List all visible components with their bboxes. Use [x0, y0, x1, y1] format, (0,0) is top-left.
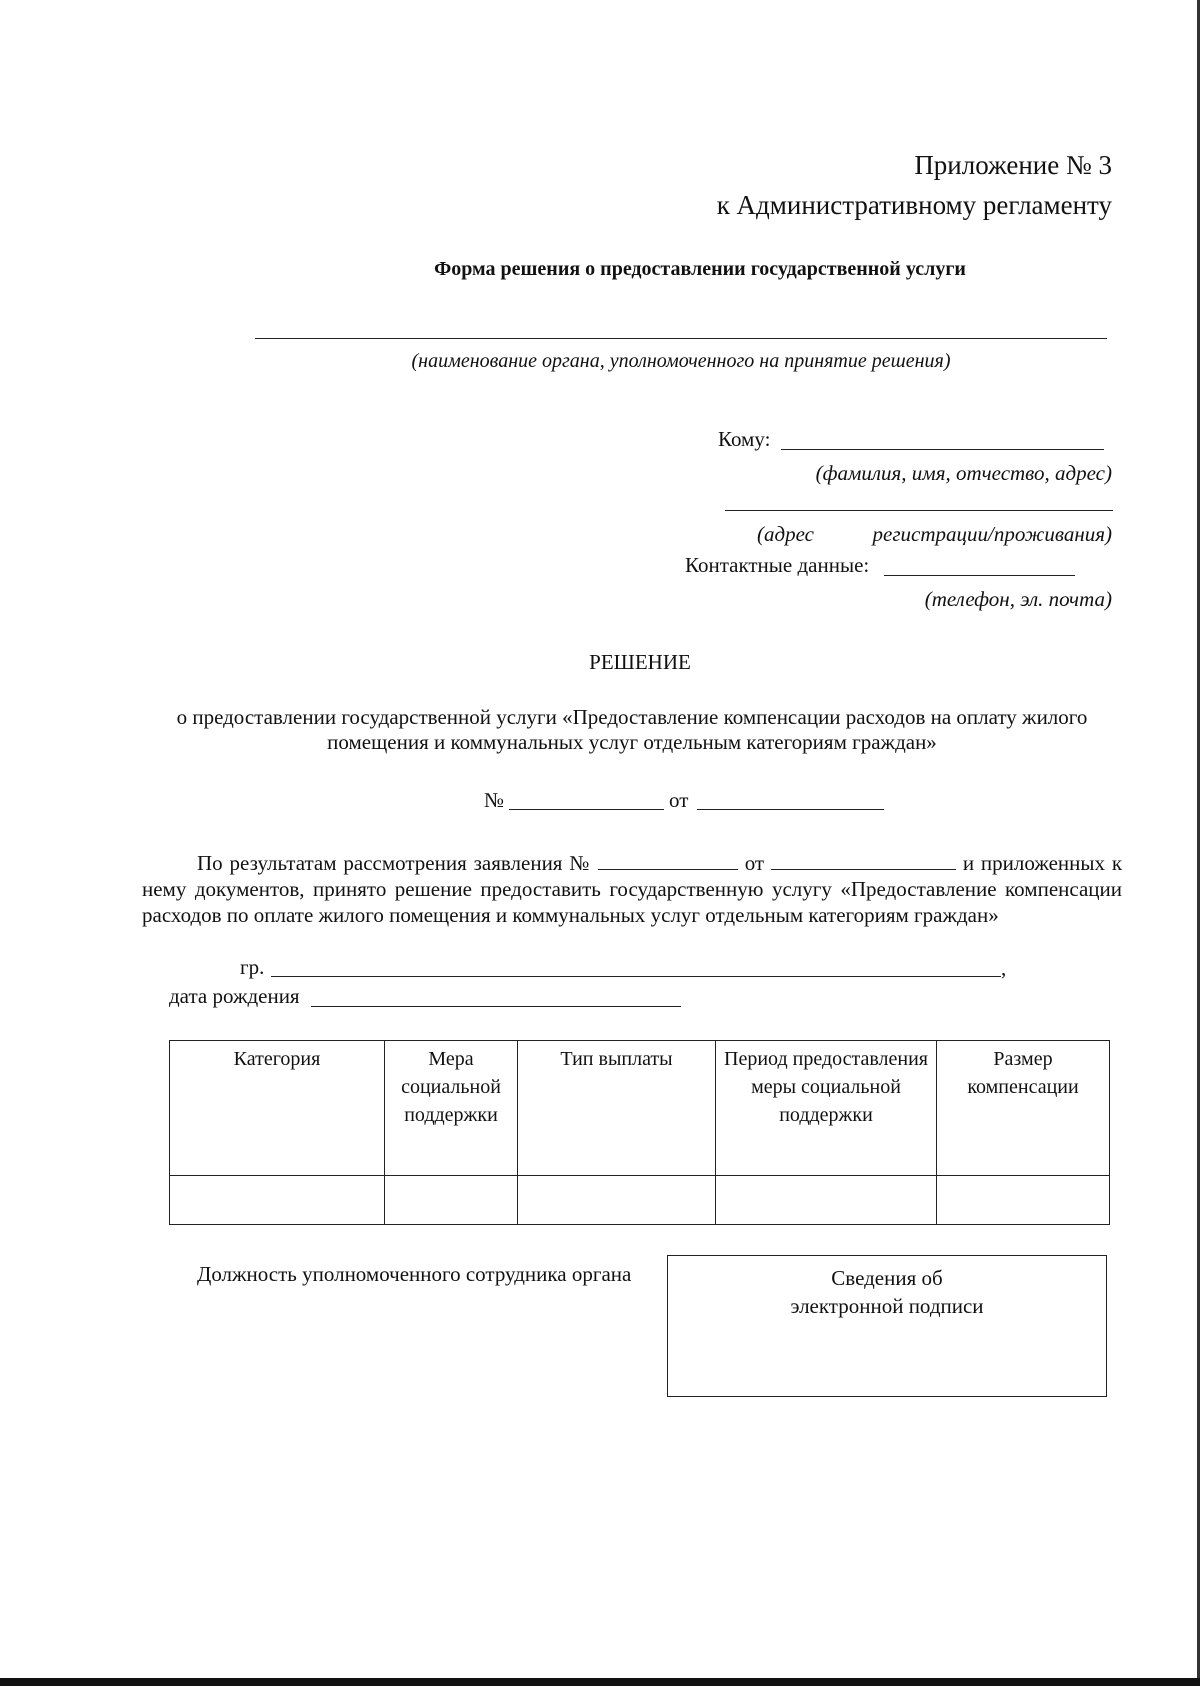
- recipient-label: Кому:: [718, 427, 771, 451]
- table-row: [170, 1176, 1110, 1225]
- esig-line1: Сведения об: [831, 1266, 943, 1290]
- cell-compensation-amount[interactable]: [937, 1176, 1110, 1225]
- address-caption-part1: (адрес: [757, 522, 814, 546]
- header-payment-type: Тип выплаты: [518, 1041, 716, 1176]
- compensation-table: [169, 1040, 1110, 1225]
- scan-bottom-edge: [0, 1678, 1200, 1686]
- official-position-label: Должность уполномоченного сотрудника органа: [197, 1262, 632, 1286]
- body-text-part2: от: [744, 851, 765, 875]
- birth-date-field[interactable]: [311, 1006, 681, 1007]
- form-title: Форма решения о предоставлении государственной услуги: [434, 258, 966, 280]
- citizen-label: гр.: [240, 955, 265, 979]
- decision-subtitle-line1: о предоставлении государственной услуги «Предоставление компенсации расходов на оплату жилого: [176, 705, 1088, 729]
- decision-body-paragraph: [142, 850, 1122, 928]
- header-support-measure: Мера социальной поддержки: [385, 1041, 518, 1176]
- authority-name-line[interactable]: [255, 338, 1107, 339]
- table-header-row: [170, 1041, 1110, 1176]
- electronic-signature-box: [667, 1255, 1107, 1397]
- application-number-field[interactable]: [598, 851, 738, 870]
- application-date-field[interactable]: [771, 851, 956, 870]
- contacts-label: Контактные данные:: [685, 553, 870, 577]
- header-category: Категория: [170, 1041, 385, 1176]
- citizen-line-comma: ,: [1001, 956, 1007, 980]
- birth-date-label: дата рождения: [169, 984, 300, 1008]
- decision-number-field[interactable]: [509, 809, 664, 810]
- contacts-field[interactable]: [884, 575, 1075, 576]
- body-text-part3: и приложенных к нему документов, принято решение предоставить государственную услугу «Предоставление компенсации расходов по оплате жилого помещения и коммунальных услуг отдельным категориям граждан»: [142, 851, 1123, 927]
- decision-date-field[interactable]: [697, 809, 884, 810]
- esig-line2: электронной подписи: [790, 1294, 984, 1318]
- address-caption-part2: регистрации/проживания): [872, 522, 1112, 546]
- body-text-part1: По результатам рассмотрения заявления №: [197, 851, 591, 875]
- recipient-name-field[interactable]: [781, 449, 1104, 450]
- cell-period[interactable]: [716, 1176, 937, 1225]
- recipient-name-caption: (фамилия, имя, отчество, адрес): [815, 461, 1112, 485]
- header-period: Период предоставления меры социальной поддержки: [716, 1041, 937, 1176]
- header-compensation-amount: Размер компенсации: [937, 1041, 1110, 1176]
- decision-title: РЕШЕНИЕ: [589, 650, 691, 674]
- decision-number-label: №: [484, 788, 505, 812]
- citizen-name-field[interactable]: [271, 976, 1001, 977]
- contacts-caption: (телефон, эл. почта): [924, 587, 1112, 611]
- cell-support-measure[interactable]: [385, 1176, 518, 1225]
- authority-caption: (наименование органа, уполномоченного на принятие решения): [411, 350, 951, 372]
- recipient-address-field[interactable]: [725, 510, 1113, 511]
- appendix-number: Приложение № 3: [914, 150, 1112, 180]
- cell-payment-type[interactable]: [518, 1176, 716, 1225]
- decision-date-label: от: [669, 788, 689, 812]
- regulation-reference: к Административному регламенту: [716, 190, 1112, 220]
- cell-category[interactable]: [170, 1176, 385, 1225]
- decision-subtitle-line2: помещения и коммунальных услуг отдельным категориям граждан»: [327, 730, 937, 754]
